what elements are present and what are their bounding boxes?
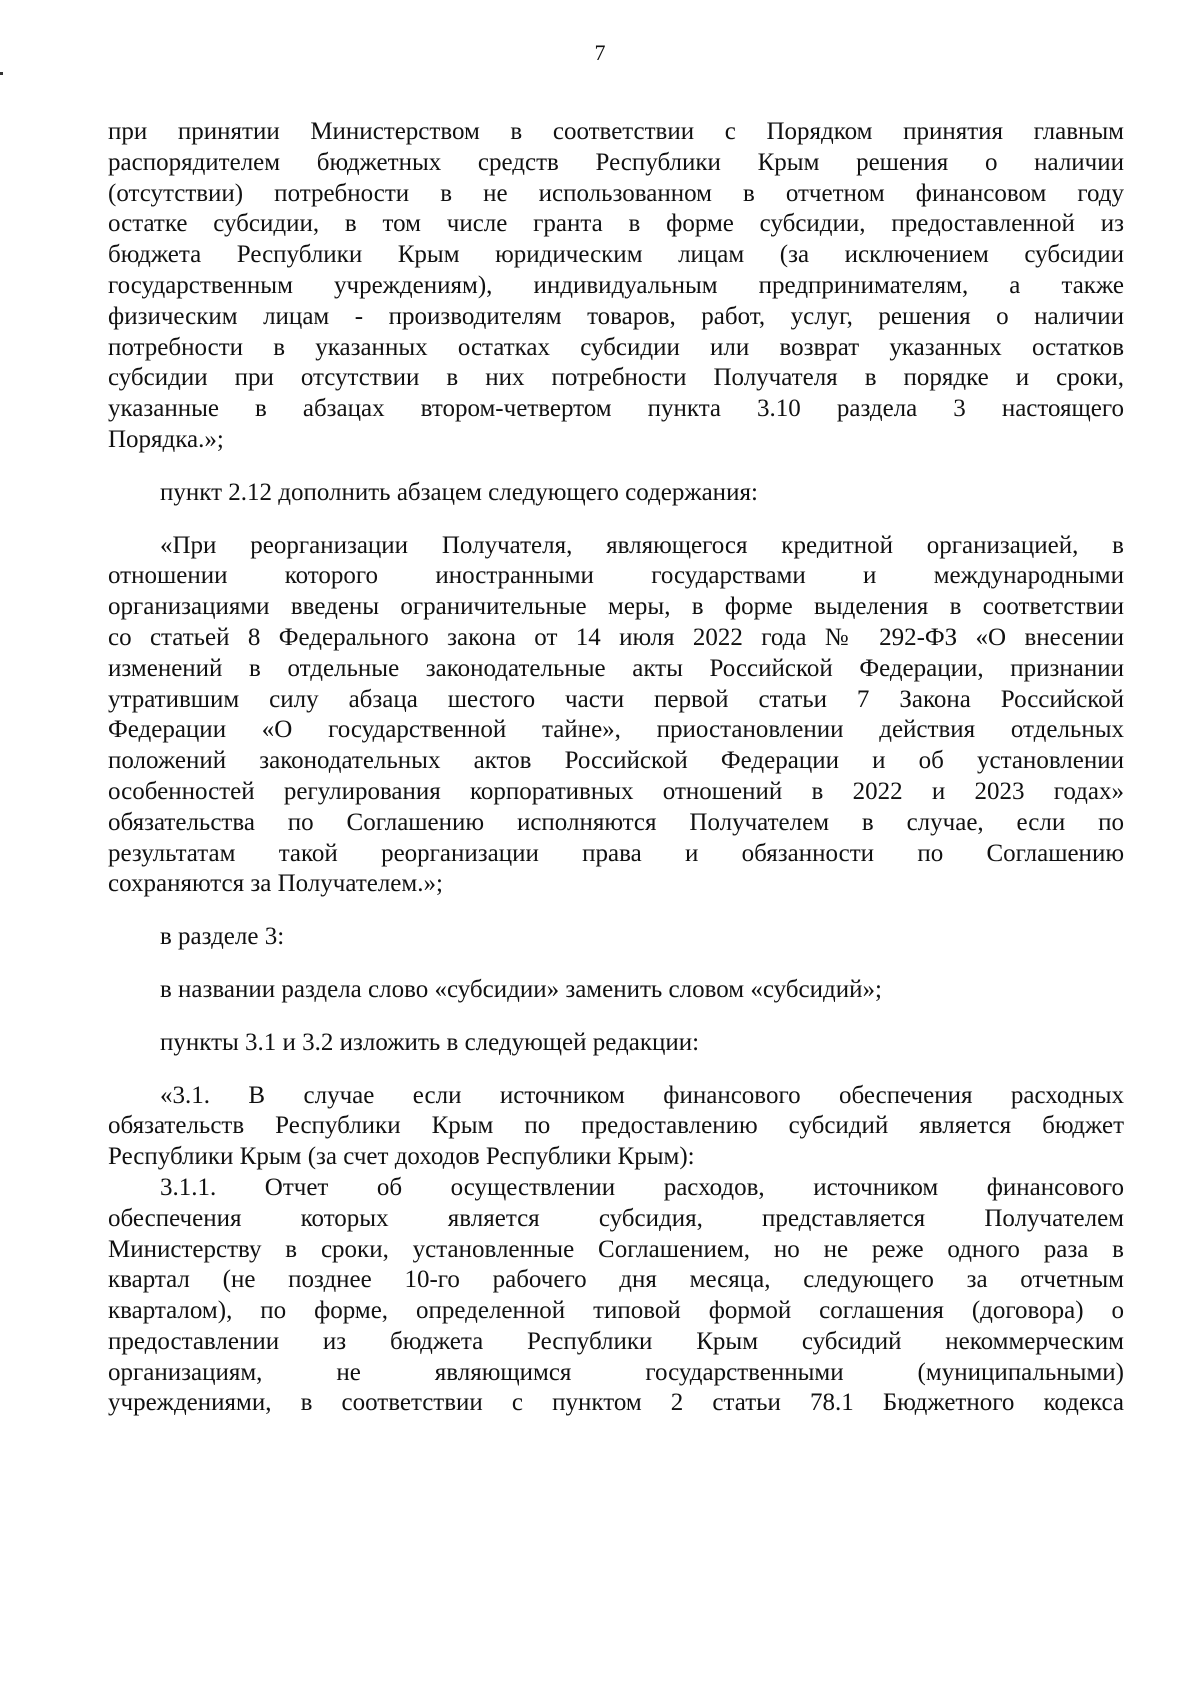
- text-line: в разделе 3:: [160, 923, 285, 951]
- text-line: обеспечения которых является субсидия, представляется Получателем: [108, 1204, 1124, 1232]
- text-line: в названии раздела слово «субсидии» заменить словом «субсидий»;: [160, 975, 882, 1003]
- text-line: утратившим силу абзаца шестого части первой статьи 7 Закона Российской: [108, 685, 1124, 713]
- text-line: организациям, не являющимся государственными (муниципальными): [108, 1358, 1124, 1386]
- text-line: положений законодательных актов Российской Федерации и об установлении: [108, 747, 1124, 775]
- text-line: «При реорганизации Получателя, являющегося кредитной организацией, в: [160, 531, 1124, 559]
- paragraph-points-3-1-3-2: [108, 1028, 1124, 1059]
- text-line: указанные в абзацах втором-четвертом пункта 3.10 раздела 3 настоящего: [108, 395, 1124, 423]
- text-line: пункты 3.1 и 3.2 изложить в следующей редакции:: [160, 1028, 700, 1056]
- text-line: предоставлении из бюджета Республики Крым субсидий некоммерческим: [108, 1327, 1124, 1355]
- paragraph-gap: [108, 900, 1124, 922]
- text-line: отношении которого иностранными государствами и международными: [108, 562, 1124, 590]
- paragraph-gap: [108, 509, 1124, 531]
- text-line: обязательств Республики Крым по предоставлению субсидий является бюджет: [108, 1112, 1124, 1140]
- text-line: государственным учреждениям), индивидуальным предпринимателям, а также: [108, 271, 1124, 299]
- paragraph-gap: [108, 1006, 1124, 1028]
- page-number: 7: [594, 40, 606, 65]
- paragraph-gap: [108, 1059, 1124, 1081]
- paragraph-section-3: [108, 922, 1124, 953]
- text-line: бюджета Республики Крым юридическим лицам (за исключением субсидии: [108, 241, 1124, 269]
- text-line: субсидии при отсутствии в них потребности Получателя в порядке и сроки,: [108, 364, 1124, 392]
- text-line: обязательства по Соглашению исполняются Получателем в случае, если по: [108, 808, 1124, 836]
- document-body: [108, 117, 1124, 1419]
- paragraph-gap: [108, 953, 1124, 975]
- text-line: особенностей регулирования корпоративных отношений в 2022 и 2023 годах»: [108, 777, 1124, 805]
- paragraph-point-3-1-1: [108, 1173, 1124, 1419]
- text-line: изменений в отдельные законодательные акты Российской Федерации, признании: [108, 654, 1124, 682]
- text-line: при принятии Министерством в соответствии с Порядком принятия главным: [108, 118, 1124, 145]
- text-line: физическим лицам - производителям товаров, работ, услуг, решения о наличии: [108, 302, 1124, 330]
- text-line: пункт 2.12 дополнить абзацем следующего содержания:: [160, 478, 758, 506]
- text-line: остатке субсидии, в том числе гранта в форме субсидии, предоставленной из: [108, 210, 1124, 238]
- paragraph-continuation: [108, 117, 1124, 456]
- text-line: со статьей 8 Федерального закона от 14 июля 2022 года № 292-ФЗ «О внесении: [108, 623, 1124, 651]
- text-line: квартал (не позднее 10-го рабочего дня месяца, следующего за отчетным: [108, 1266, 1124, 1294]
- text-line: Министерству в сроки, установленные Соглашением, но не реже одного раза в: [108, 1235, 1124, 1263]
- text-line: Республики Крым (за счет доходов Республики Крым):: [108, 1143, 695, 1171]
- paragraph-quote-reorganization: [108, 531, 1124, 901]
- text-line: (отсутствии) потребности в не использованном в отчетном финансовом году: [108, 179, 1124, 207]
- paragraph-point-2-12: [108, 478, 1124, 509]
- paragraph-gap: [108, 456, 1124, 478]
- text-line: кварталом), по форме, определенной типовой формой соглашения (договора) о: [108, 1297, 1124, 1325]
- paragraph-point-3-1: [108, 1081, 1124, 1173]
- text-line: учреждениями, в соответствии с пунктом 2 статьи 78.1 Бюджетного кодекса: [108, 1389, 1124, 1417]
- text-line: распорядителем бюджетных средств Республики Крым решения о наличии: [108, 148, 1124, 176]
- text-line: Порядка.»;: [108, 425, 224, 453]
- scan-edge-mark: [0, 72, 3, 75]
- text-line: сохраняются за Получателем.»;: [108, 870, 443, 898]
- text-line: «3.1. В случае если источником финансового обеспечения расходных: [160, 1081, 1124, 1109]
- text-line: результатам такой реорганизации права и обязанности по Соглашению: [108, 839, 1124, 867]
- text-line: Федерации «О государственной тайне», приостановлении действия отдельных: [108, 716, 1124, 744]
- text-line: организациями введены ограничительные меры, в форме выделения в соответствии: [108, 593, 1124, 621]
- text-line: потребности в указанных остатках субсидии или возврат указанных остатков: [108, 333, 1124, 361]
- text-line: 3.1.1. Отчет об осуществлении расходов, источником финансового: [160, 1173, 1124, 1201]
- paragraph-section-title-change: [108, 975, 1124, 1006]
